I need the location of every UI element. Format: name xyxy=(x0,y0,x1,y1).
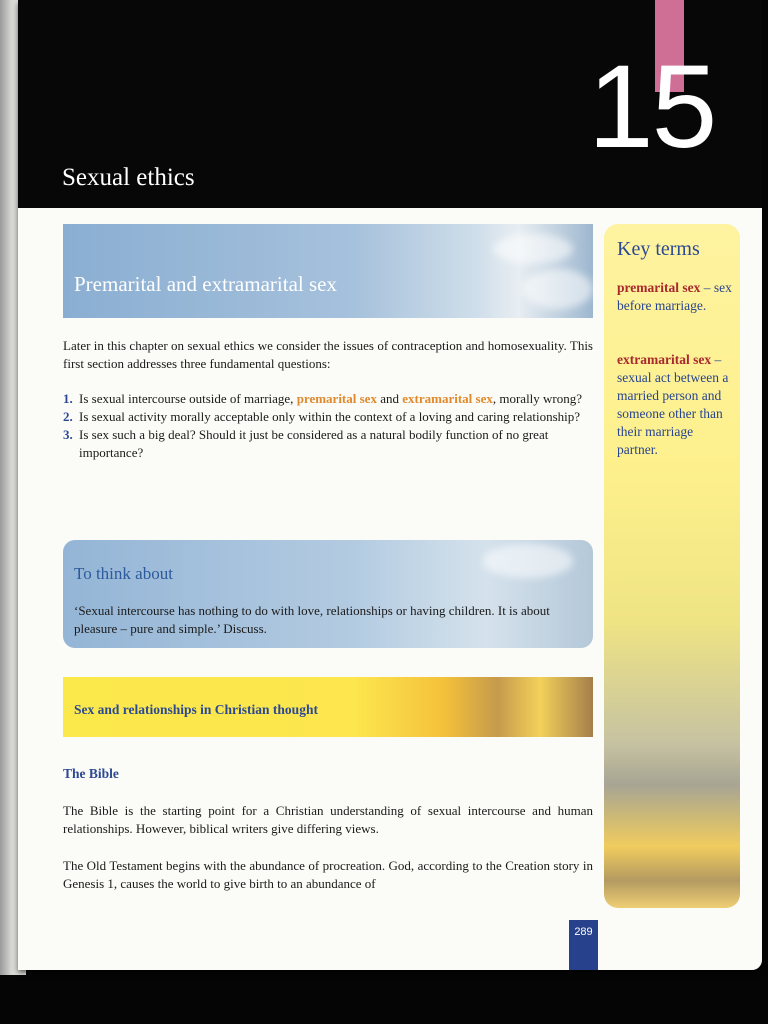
question-number: 1. xyxy=(63,391,73,406)
question-text: Is sexual intercourse outside of marriage, xyxy=(79,391,297,406)
questions-list xyxy=(63,390,593,462)
key-terms-sidebar xyxy=(604,224,740,908)
question-text: Is sex such a big deal? Should it just be considered as a natural bodily function of no great importance? xyxy=(79,427,549,460)
term-name: premarital sex xyxy=(617,280,701,295)
key-terms-heading: Key terms xyxy=(617,238,700,260)
think-about-title: To think about xyxy=(74,564,173,583)
keyword-extramarital-sex: extramarital sex xyxy=(402,391,493,406)
cloud-decoration xyxy=(483,544,573,578)
page-number: 289 xyxy=(569,920,598,970)
intro-paragraph: Later in this chapter on sexual ethics we consider the issues of contraception and homosexuality. This first section addresses three fundamental questions: xyxy=(63,338,593,371)
term-definition: – sex before marriage. xyxy=(617,280,732,313)
bible-paragraph-2: The Old Testament begins with the abundance of procreation. God, according to the Creation story in Genesis 1, causes the world to give birth to an abundance of xyxy=(63,858,593,891)
chapter-header xyxy=(18,0,762,208)
list-item xyxy=(63,390,593,408)
list-item xyxy=(63,426,593,462)
key-term-premarital xyxy=(617,279,735,315)
cloud-decoration xyxy=(523,269,593,309)
key-term-extramarital xyxy=(617,351,735,459)
bible-heading: The Bible xyxy=(63,766,119,781)
chapter-title: Sexual ethics xyxy=(62,164,195,191)
term-definition: – sexual act between a married person and someone other than their marriage partner. xyxy=(617,352,729,457)
think-about-text: ‘Sexual intercourse has nothing to do with love, relationships or having children. It is about pleasure – pure and simple.’ Discuss. xyxy=(74,603,550,636)
think-about-box xyxy=(63,540,593,648)
bible-paragraph-1: The Bible is the starting point for a Christian understanding of sexual intercourse and human relationships. However, biblical writers give differing views. xyxy=(63,803,593,836)
christian-thought-banner xyxy=(63,677,593,737)
cloud-decoration xyxy=(493,234,573,264)
keyword-premarital-sex: premarital sex xyxy=(296,391,377,406)
question-number: 2. xyxy=(63,409,73,424)
question-text: Is sexual activity morally acceptable only within the context of a loving and caring relationship? xyxy=(79,409,581,424)
list-item xyxy=(63,408,593,426)
book-page xyxy=(18,0,762,970)
question-text: and xyxy=(376,391,403,406)
chapter-number: 15 xyxy=(588,41,716,173)
term-name: extramarital sex xyxy=(617,352,712,367)
christian-thought-title: Sex and relationships in Christian thought xyxy=(74,702,318,717)
question-number: 3. xyxy=(63,427,73,442)
section-banner xyxy=(63,224,593,318)
section-title: Premarital and extramarital sex xyxy=(74,272,337,296)
question-text: , morally wrong? xyxy=(492,391,583,406)
